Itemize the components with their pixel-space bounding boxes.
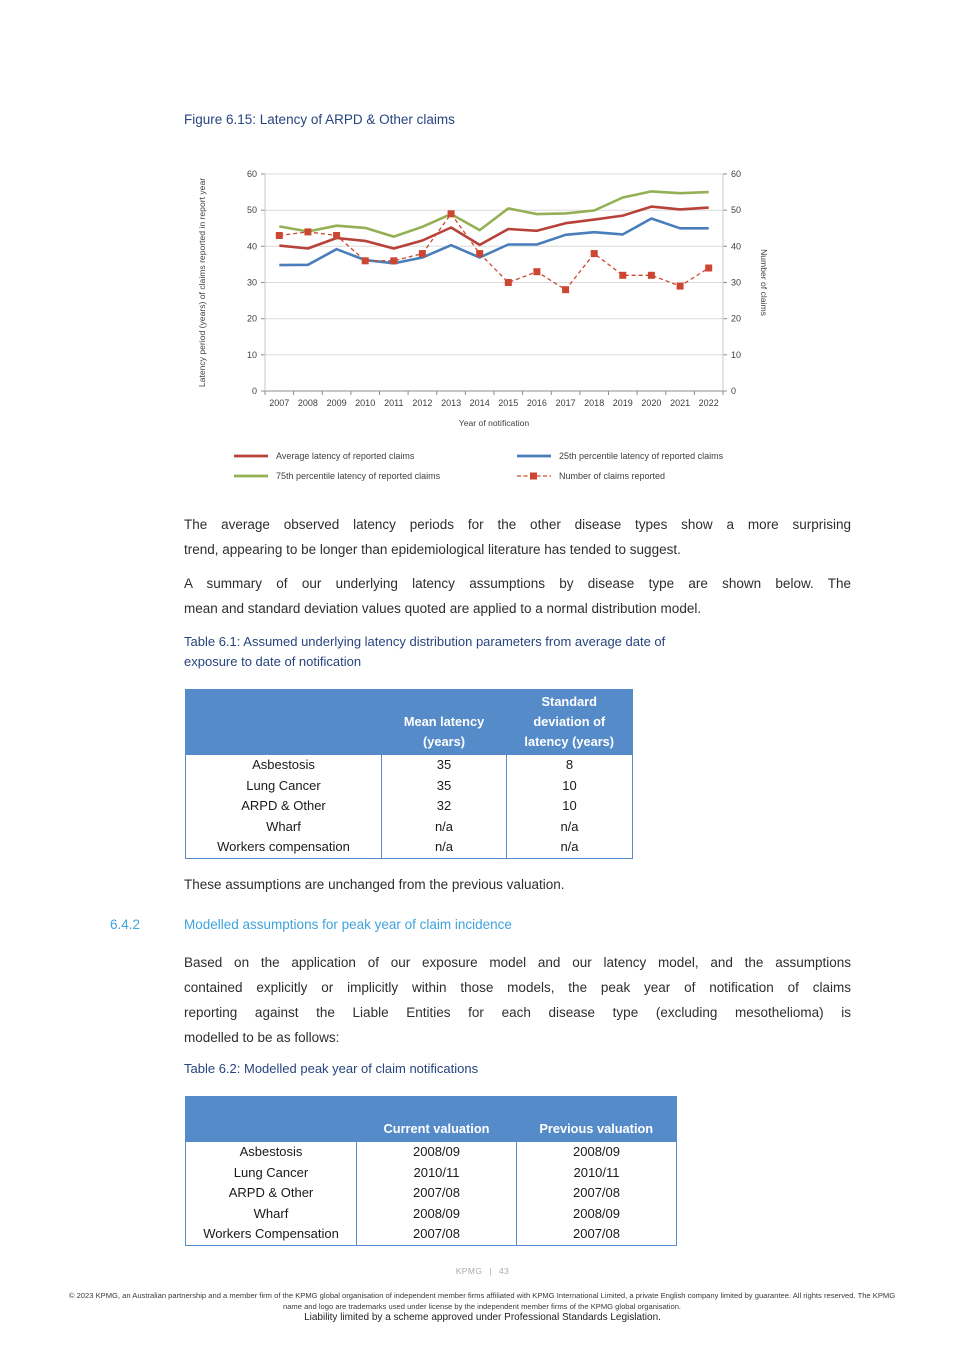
table-cell: 2010/11: [357, 1163, 517, 1184]
table-cell: 2007/08: [357, 1224, 517, 1245]
table-cell: 2008/09: [517, 1204, 677, 1225]
svg-text:2015: 2015: [498, 398, 519, 408]
table-cell: 2007/08: [517, 1224, 677, 1245]
svg-text:2018: 2018: [584, 398, 605, 408]
column-header: [186, 690, 382, 756]
svg-text:2016: 2016: [526, 398, 547, 408]
table-row: [186, 817, 633, 838]
text-line: exposure to date of notification: [184, 654, 362, 669]
text-line: A summary of our underlying latency assumptions by disease type are shown below. The: [184, 576, 851, 591]
footer-page-number: 43: [498, 1266, 510, 1276]
table-cell: 2008/09: [357, 1204, 517, 1225]
table-cell: Lung Cancer: [186, 1163, 357, 1184]
table-row: [186, 1224, 677, 1245]
table-cell: 2008/09: [517, 1142, 677, 1163]
table-cell: 2010/11: [517, 1163, 677, 1184]
table-cell: Lung Cancer: [186, 776, 382, 797]
table-cell: Workers Compensation: [186, 1224, 357, 1245]
section-heading: Modelled assumptions for peak year of claim incidence: [184, 917, 512, 932]
table-cell: 2007/08: [517, 1183, 677, 1204]
svg-text:30: 30: [731, 277, 742, 288]
latency-chart-svg: [190, 158, 775, 443]
table-cell: n/a: [382, 837, 507, 858]
section-number: 6.4.2: [110, 917, 141, 932]
svg-text:2017: 2017: [555, 398, 576, 408]
column-header: Mean latency (years): [382, 690, 507, 756]
table-cell: 10: [507, 776, 633, 797]
table-row: [186, 1142, 677, 1163]
table-6-2-caption: Table 6.2: Modelled peak year of claim notifications: [184, 1061, 479, 1076]
svg-text:40: 40: [731, 241, 742, 252]
svg-text:40: 40: [246, 241, 257, 252]
svg-text:2019: 2019: [612, 398, 633, 408]
text-line: The average observed latency periods for the other disease types show a more surprising: [184, 517, 851, 532]
legend-swatch-icon: [516, 471, 552, 481]
svg-text:0: 0: [251, 386, 257, 396]
chart-legend: [233, 451, 778, 481]
table-cell: Asbestosis: [186, 1142, 357, 1163]
text-line: These assumptions are unchanged from the previous valuation.: [184, 877, 565, 892]
footer-brand: KPMG: [455, 1266, 483, 1276]
table-cell: 10: [507, 796, 633, 817]
text-line: Based on the application of our exposure model and our latency model, and the assumptions: [184, 955, 851, 970]
column-header: Current valuation: [357, 1097, 517, 1143]
column-header: [186, 1097, 357, 1143]
table-cell: Wharf: [186, 1204, 357, 1225]
table-row: [186, 837, 633, 858]
paragraph-summary: [184, 571, 851, 621]
footer-separator: |: [489, 1266, 492, 1276]
svg-text:Latency period (years) of clai: Latency period (years) of claims reported in report year: [197, 177, 207, 388]
table-cell: 32: [382, 796, 507, 817]
legend-item: [516, 451, 778, 461]
svg-text:50: 50: [731, 205, 742, 216]
svg-text:Year of notification: Year of notification: [458, 418, 530, 428]
svg-text:2009: 2009: [326, 398, 347, 408]
text-line: modelled to be as follows:: [184, 1030, 340, 1045]
legend-item: [233, 471, 516, 481]
svg-text:20: 20: [246, 313, 257, 324]
svg-text:20: 20: [731, 313, 742, 324]
text-line: Table 6.1: Assumed underlying latency distribution parameters from average date of: [184, 634, 666, 649]
svg-text:2021: 2021: [670, 398, 691, 408]
legend-label: 25th percentile latency of reported claims: [559, 451, 724, 461]
table-cell: n/a: [382, 817, 507, 838]
svg-text:2008: 2008: [297, 398, 318, 408]
svg-text:10: 10: [731, 349, 742, 360]
legend-item: [233, 451, 516, 461]
table-cell: n/a: [507, 817, 633, 838]
svg-text:2013: 2013: [441, 398, 462, 408]
latency-chart: [190, 158, 775, 443]
paragraph-peak-year: [184, 950, 851, 1050]
svg-text:2014: 2014: [469, 398, 490, 408]
table-row: [186, 755, 633, 776]
table-cell: Workers compensation: [186, 837, 382, 858]
legend-label: Average latency of reported claims: [276, 451, 415, 461]
paragraph-latency-trend: [184, 512, 851, 562]
table-cell: 2008/09: [357, 1142, 517, 1163]
table-cell: 2007/08: [357, 1183, 517, 1204]
table-latency-parameters: [185, 689, 633, 859]
column-header: Standard deviation of latency (years): [507, 690, 633, 756]
svg-text:Number of claims: Number of claims: [759, 249, 769, 316]
footer-page-indicator: [0, 1266, 965, 1276]
paragraph-unchanged: [184, 872, 851, 897]
legend-label: Number of claims reported: [559, 471, 666, 481]
svg-text:2011: 2011: [384, 398, 404, 408]
svg-text:2007: 2007: [269, 398, 290, 408]
table-peak-year: [185, 1096, 677, 1246]
table-row: [186, 1163, 677, 1184]
table-row: [186, 796, 633, 817]
table-6-1-caption: [184, 632, 804, 672]
table-header-row: [186, 690, 633, 756]
svg-text:2020: 2020: [641, 398, 662, 408]
svg-text:2022: 2022: [698, 398, 719, 408]
table-row: [186, 1183, 677, 1204]
legend-item: [516, 471, 778, 481]
column-header: Previous valuation: [517, 1097, 677, 1143]
svg-text:50: 50: [246, 205, 257, 216]
text-line: mean and standard deviation values quoted are applied to a normal distribution model.: [184, 601, 702, 616]
footer-liability: Liability limited by a scheme approved under Professional Standards Legislation.: [304, 1312, 661, 1323]
table-cell: n/a: [507, 837, 633, 858]
table-header-row: [186, 1097, 677, 1143]
svg-text:30: 30: [246, 277, 257, 288]
table-cell: 35: [382, 776, 507, 797]
text-line: trend, appearing to be longer than epidemiological literature has tended to suggest.: [184, 542, 681, 557]
svg-text:0: 0: [731, 386, 737, 396]
figure-title: Figure 6.15: Latency of ARPD & Other claims: [184, 112, 455, 127]
text-line: contained explicitly or implicitly within those models, the peak year of notification of claims: [184, 980, 851, 995]
table-cell: ARPD & Other: [186, 1183, 357, 1204]
table-row: [186, 776, 633, 797]
svg-text:60: 60: [246, 169, 257, 179]
table-cell: ARPD & Other: [186, 796, 382, 817]
svg-text:2012: 2012: [412, 398, 433, 408]
legend-label: 75th percentile latency of reported claims: [276, 471, 441, 481]
table-cell: 8: [507, 755, 633, 776]
footer-copyright: © 2023 KPMG, an Australian partnership and a member firm of the KPMG global organisation of independent member firms affiliated with KPMG International Limited, a private English company limited by guarantee. All rights reserved. The KPMG name and logo are trademarks used under license by the independent member firms of the KPMG global organisation.: [68, 1291, 896, 1311]
table-cell: Asbestosis: [186, 755, 382, 776]
table-cell: Wharf: [186, 817, 382, 838]
svg-text:10: 10: [246, 349, 257, 360]
legend-swatch-icon: [233, 471, 269, 481]
legend-swatch-icon: [516, 451, 552, 461]
svg-text:60: 60: [731, 169, 742, 179]
table-row: [186, 1204, 677, 1225]
legend-swatch-icon: [233, 451, 269, 461]
table-cell: 35: [382, 755, 507, 776]
text-line: reporting against the Liable Entities for each disease type (excluding mesothelioma) is: [184, 1005, 851, 1020]
svg-text:2010: 2010: [355, 398, 376, 408]
